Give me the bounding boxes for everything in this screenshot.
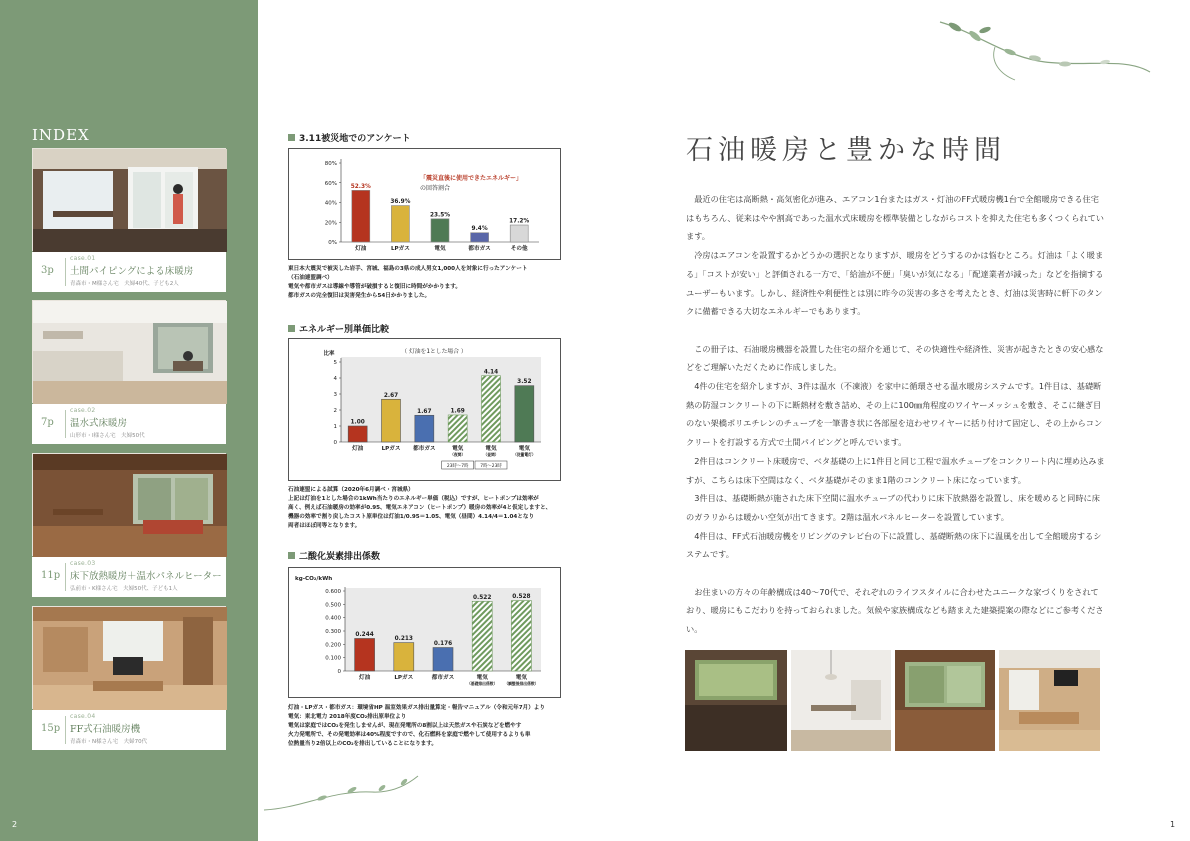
y-axis-label: 比率 [323, 351, 335, 357]
y-tick-label: 80% [324, 161, 337, 167]
bar [348, 426, 367, 442]
case-subtitle: 山形市・I様さん宅 夫婦50代 [70, 433, 145, 439]
note-line: 灯油・LPガス・都市ガス：環境省HP 温室効果ガス排出量算定・報告マニュアル（令和元年7月）より [288, 705, 545, 711]
x-tick-label: 都市ガス [468, 246, 491, 252]
y-tick-label: 0.400 [325, 615, 341, 622]
co2-heading: 二酸化炭素排出係数 [288, 549, 380, 562]
case-separator [65, 258, 66, 286]
case-caption-02 [32, 404, 226, 444]
case-caption-03 [32, 557, 226, 597]
case-photo-04 [32, 606, 226, 709]
x-tick-label: （基礎排出係数） [467, 681, 498, 686]
vine-ornament-left-icon [262, 770, 422, 815]
index-sidebar [0, 0, 258, 841]
y-tick-label: 0 [337, 669, 341, 675]
bar [352, 190, 370, 242]
time-label: 7時〜23時 [480, 464, 502, 469]
page-title: 石油暖房と豊かな時間 [686, 135, 1006, 166]
note-line: 電気や都市ガスは導線や導管が破損すると復旧に時間がかかります。 [288, 284, 461, 290]
footer-photo-4 [999, 650, 1100, 751]
co2-chart-box [288, 567, 561, 698]
case-number: case.02 [70, 407, 96, 414]
x-tick-label: （夜間） [450, 452, 466, 457]
case-page-number: 7p [41, 417, 54, 428]
case-subtitle: 青森市・N様さん宅 夫婦70代 [70, 739, 148, 745]
co2-note [288, 704, 564, 749]
unit-price-heading: エネルギー別単価比較 [288, 322, 389, 335]
time-label: 23時〜7時 [446, 464, 469, 469]
data-label: 4.14 [483, 369, 499, 376]
bar [511, 601, 531, 671]
data-label: 1.67 [417, 408, 432, 415]
x-tick-label: 灯油 [358, 675, 371, 681]
case-page-number: 3p [41, 265, 54, 276]
y-tick-label: 60% [324, 180, 337, 187]
note-line: 位熱量当り2倍以上のCO₂を排出していることになります。 [288, 741, 438, 747]
note-line: 両者はほぼ同等となります。 [288, 523, 361, 529]
case-photo-03 [32, 453, 226, 556]
note-line: 石油連盟による試算（2020年6月調べ・宮城県） [288, 487, 414, 493]
case-number: case.03 [70, 560, 96, 567]
page-number-left: 2 [12, 820, 18, 829]
y-tick-label: 0.600 [325, 589, 341, 595]
data-label: 0.522 [473, 594, 492, 601]
unit-price-chart-box [288, 338, 561, 481]
data-label: 0.528 [512, 594, 531, 601]
footer-photo-2 [791, 650, 891, 751]
x-tick-label: 電気 [485, 446, 497, 452]
case-number: case.04 [70, 713, 96, 720]
case-photo-02-image [33, 301, 227, 404]
case-subtitle: 弘前市・K様さん宅 夫婦50代、子ども1人 [70, 586, 178, 592]
survey-heading: 3.11被災地でのアンケート [288, 131, 411, 144]
bar [394, 643, 414, 671]
case-photo-01-image [33, 149, 227, 252]
case-separator [65, 410, 66, 438]
body-paragraph: 3件目は、基礎断熱が施された床下空間に温水チューブの代わりに床下放熱器を設置し、床を暖めると同時に床のガラリからは暖かい空気が出てきます。2階は温水パネルヒーターを設置しています。 [686, 493, 1100, 522]
note-line: 機器の効率で割り戻したコスト原単位は灯油1/0.95＝1.05、電気（昼間）4.14/4＝1.04となり [288, 514, 535, 520]
case-caption-01 [32, 252, 226, 292]
heading-square-icon [288, 134, 295, 141]
body-paragraph: 2件目はコンクリート床暖房で、ベタ基礎の上に1件目と同じ工程で温水チューブをコンクリート内に埋め込みますが、こちらは床下空間はなく、ベタ基礎がそのまま1階のコンクリート床になっています。 [686, 455, 1105, 485]
case-caption-04 [32, 710, 226, 750]
case-number: case.01 [70, 255, 96, 262]
y-tick-label: 1 [333, 424, 337, 430]
data-label: 0.213 [394, 636, 413, 643]
case-title: 土間パイピングによる床暖房 [70, 266, 194, 277]
data-label: 52.3% [350, 183, 371, 190]
data-label: 17.2% [509, 218, 530, 225]
x-tick-label: （従量電灯） [512, 452, 536, 457]
case-title: 温水式床暖房 [70, 418, 128, 429]
note-line: 火力発電所で、その発電効率は40%程度ですので、化石燃料を家庭で燃やして使用するよりも単 [288, 732, 531, 738]
bar [515, 386, 534, 442]
chart-title: （ 灯油を1とした場合 ） [401, 349, 467, 355]
x-tick-label: LPガス [390, 246, 410, 252]
survey-chart-box [288, 148, 561, 260]
case-photo-01 [32, 148, 226, 251]
y-tick-label: 40% [324, 200, 337, 207]
data-label: 23.5% [429, 212, 451, 219]
note-line: 都市ガスの完全復旧は災害発生から54日かかりました。 [288, 293, 431, 299]
bar [448, 415, 467, 442]
case-page-number: 11p [41, 570, 61, 581]
bar [382, 399, 401, 442]
bar [472, 601, 492, 671]
y-tick-label: 0% [328, 240, 337, 246]
bar [431, 219, 449, 242]
x-tick-label: 電気 [515, 675, 528, 681]
case-separator [65, 716, 66, 744]
unit-price-note [288, 486, 564, 531]
data-label: 0.176 [433, 641, 453, 648]
x-tick-label: 電気 [476, 675, 488, 681]
case-page-number: 15p [41, 723, 61, 734]
body-paragraph: この冊子は、石油暖房機器を設置した住宅の紹介を通じて、その快適性や経済性、災害が起きたときの安心感などをご理解いただくために作成しました。 [686, 343, 1104, 373]
note-line: 東日本大震災で被災した岩手、宮城、福島の3県の成人男女1,000人を対象に行ったアンケート [288, 266, 528, 272]
legend-line-1: 「震災直後に使用できたエネルギー」 [420, 175, 523, 182]
x-tick-label: （昼間） [483, 452, 499, 457]
x-tick-label: 電気 [434, 246, 446, 252]
y-tick-label: 5 [333, 360, 337, 366]
note-line: 電気は家庭ではCO₂を発生しませんが、現在発電所の8割以上は天然ガスや石炭などを燃やす [288, 723, 522, 729]
x-tick-label: 電気 [518, 446, 530, 452]
data-label: 2.67 [383, 392, 399, 399]
y-tick-label: 0.500 [325, 602, 341, 609]
body-paragraph: 4件目は、FF式石油暖房機をリビングのテレビ台の下に設置し、基礎断熱の床下に温風を出して全館暖房するシステムです。 [686, 530, 1102, 560]
survey-bar-chart [289, 149, 560, 259]
unit-price-bar-chart [289, 339, 560, 480]
x-tick-label: LPガス [394, 675, 414, 681]
y-tick-label: 0.200 [325, 642, 341, 649]
note-line: （石油連盟調べ） [288, 275, 333, 281]
legend-line-2: の回答割合 [420, 185, 451, 192]
footer-photo-3 [895, 650, 995, 751]
data-label: 1.00 [350, 419, 365, 426]
index-title: INDEX [32, 126, 90, 144]
x-tick-label: 都市ガス [431, 675, 455, 681]
y-tick-label: 0.300 [325, 629, 341, 635]
body-paragraph: 冷房はエアコンを設置するかどうかの選択となりますが、暖房をどうするのかは悩むところ。灯油は「よく暖まる」「コストが安い」と評価される一方で、「給油が不便」「臭いが気になる」「配達業者が減った」などを指摘するユーザーもいます。しかし、経済性や利便性とは別に昨今の災害の多さを考えたとき、灯油は災害時に軒下のタンクに備蓄できる大切なエネルギーでもあります。 [686, 250, 1104, 317]
data-label: 9.4% [471, 226, 488, 233]
heading-square-icon [288, 552, 295, 559]
body-paragraph: 最近の住宅は高断熱・高気密化が進み、エアコン1台またはガス・灯油のFF式暖房機1台で全館暖房できる住宅はもちろん、従来はやや割高であった温水式床暖房を標準装備としながらコストを抑えた住宅も多くつくられています。 [686, 194, 1104, 242]
page-number-right: 1 [1170, 820, 1176, 829]
case-photo-02 [32, 300, 226, 403]
survey-note [288, 265, 564, 301]
bar [482, 376, 501, 442]
bar [433, 648, 453, 671]
y-tick-label: 20% [324, 220, 337, 227]
bar [415, 415, 434, 442]
bar [391, 206, 409, 242]
body-text [686, 190, 1106, 639]
note-line: 高く、例えば石油暖房の効率が0.95、電気エネアコン（ヒートポンプ）暖房の効率が4と仮定しますと、 [288, 505, 552, 511]
case-separator [65, 563, 66, 591]
case-title: FF式石油暖房機 [70, 724, 141, 735]
bar [355, 638, 375, 671]
case-photo-04-image [33, 607, 227, 710]
bar [510, 225, 528, 242]
y-axis-label: kg-CO₂/kWh [295, 576, 333, 582]
co2-bar-chart [289, 568, 560, 697]
y-tick-label: 3 [333, 392, 337, 398]
plot-background [341, 357, 541, 442]
data-label: 0.244 [355, 631, 374, 638]
x-tick-label: 灯油 [352, 446, 364, 452]
y-tick-label: 0.100 [325, 655, 341, 662]
body-paragraph: 4件の住宅を紹介しますが、3件は温水（不凍液）を家中に循環させる温水暖房システムです。1件目は、基礎断熱の防湿コンクリートの下に断熱材を敷き詰め、その上に100㎜角程度のワイヤーメッシュを敷き、そこに継ぎ目のない架橋ポリエチレンのチューブを一筆書き状に各部屋を這わせワイヤーに括り付けて固定し、その上からコンクリートを打設する方式で土間パイピングと呼んでいます。 [686, 381, 1103, 448]
data-label: 1.69 [450, 408, 465, 415]
x-tick-label: 都市ガス [413, 446, 436, 452]
data-label: 36.9% [390, 199, 411, 206]
bar [471, 233, 489, 242]
case-photo-03-image [33, 454, 227, 557]
x-tick-label: その他 [510, 246, 528, 252]
heading-square-icon [288, 325, 295, 332]
y-tick-label: 4 [333, 376, 337, 382]
case-subtitle: 青森市・M様さん宅 夫婦40代、子ども2人 [70, 281, 179, 287]
x-tick-label: 電気 [452, 446, 464, 452]
x-tick-label: LPガス [381, 446, 401, 452]
footer-photo-1 [685, 650, 787, 751]
body-paragraph: お住まいの方々の年齢構成は40〜70代で、それぞれのライフスタイルに合わせたユニークな家づくりをされており、暖房にもこだわりを持っておられました。気候や家族構成なども踏まえた建築提案の際などにご参考ください。 [686, 586, 1104, 635]
x-tick-label: （調整後排出係数） [504, 681, 539, 686]
x-tick-label: 灯油 [355, 246, 367, 252]
note-line: 上記は灯油を1とした場合の1kWh当たりのエネルギー単価（税込）ですが、ヒートポンプは効率が [288, 496, 539, 502]
data-label: 3.52 [517, 379, 532, 386]
y-tick-label: 2 [333, 408, 337, 414]
y-tick-label: 0 [333, 440, 337, 446]
case-title: 床下放熱暖房＋温水パネルヒーター [70, 571, 222, 582]
note-line: 電気：東北電力 2018年度CO₂排出原単位より [288, 714, 407, 720]
vine-ornament-right-icon [935, 12, 1155, 92]
